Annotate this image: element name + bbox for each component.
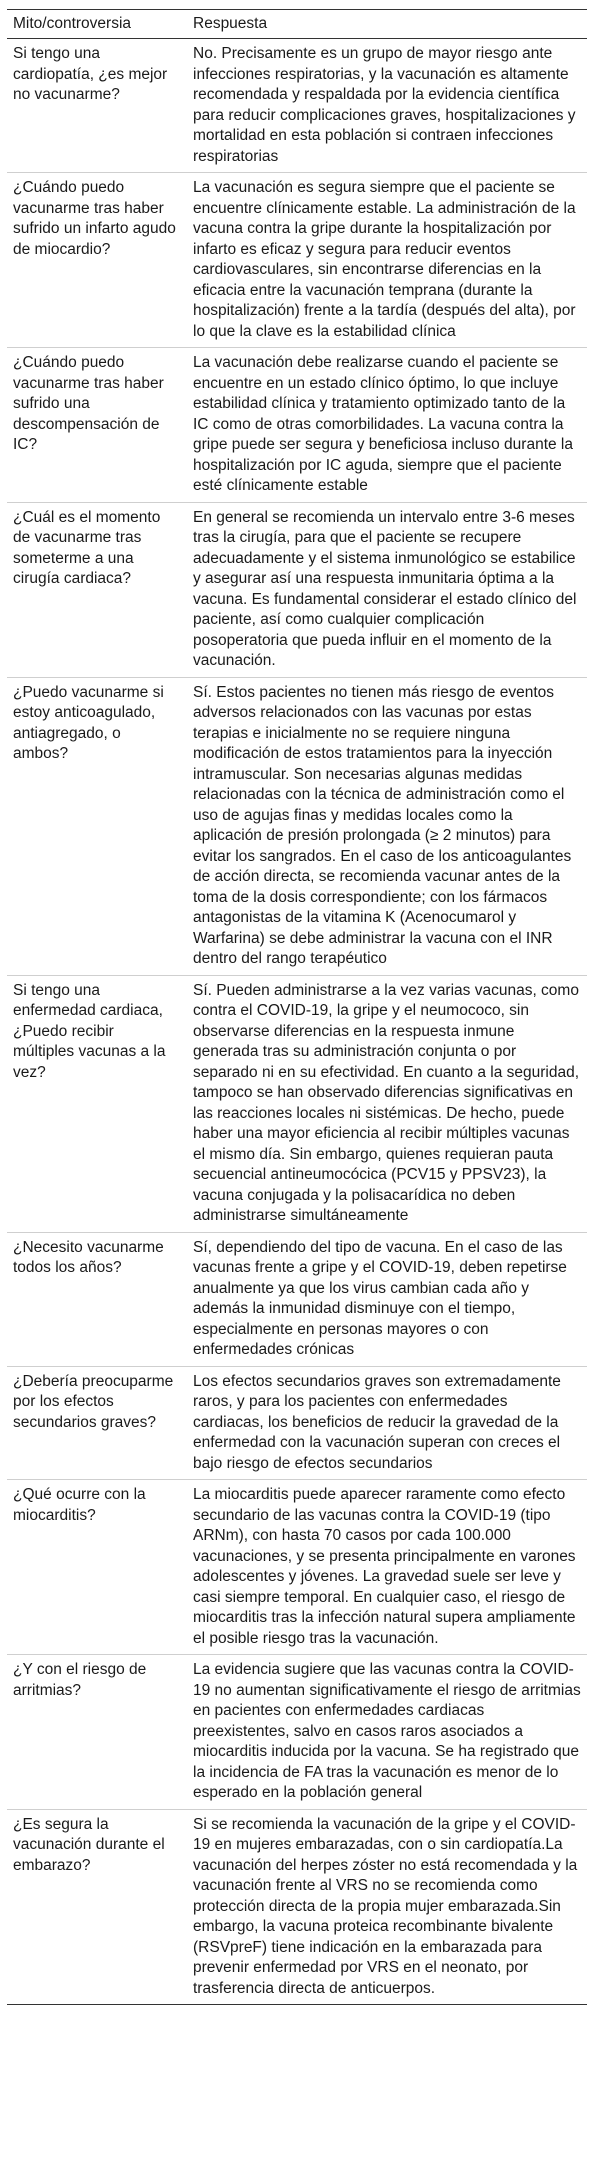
row-question: ¿Qué ocurre con la miocarditis? bbox=[13, 1486, 146, 1524]
row-question: ¿Cuál es el momento de vacunarme tras someterme a una cirugía cardiaca? bbox=[13, 508, 161, 587]
table-row bbox=[7, 1655, 587, 1810]
myths-table-container bbox=[7, 9, 587, 2005]
myths-table bbox=[7, 9, 587, 2005]
row-answer: Los efectos secundarios graves son extremadamente raros, y para los pacientes con enfermedades cardiacas, los beneficios de reducir la gravedad de la enfermedad con la vacunación superan con creces el bajo riesgo de efectos secundarios bbox=[193, 1372, 561, 1472]
row-question: ¿Cuándo puedo vacunarme tras haber sufrido una descompensación de IC? bbox=[13, 354, 164, 453]
row-question: ¿Cuándo puedo vacunarme tras haber sufrido un infarto agudo de miocardio? bbox=[13, 179, 176, 258]
table-row bbox=[7, 502, 587, 677]
header-row bbox=[7, 10, 587, 39]
table-row bbox=[7, 1809, 587, 2005]
row-question: Si tengo una cardiopatía, ¿es mejor no vacunarme? bbox=[13, 45, 168, 103]
row-answer: La vacunación es segura siempre que el paciente se encuentre clínicamente estable. La administración de la vacuna contra la gripe durante la hospitalización por infarto es eficaz y segura para reducir eventos cardiovasculares, sin encontrarse diferencias en la eficacia entre la vacunación temprana (durante la hospitalización) frente a la tardía (después del alta), por lo que la clave es la estabilidad clínica bbox=[193, 179, 576, 340]
row-question: ¿Es segura la vacunación durante el embarazo? bbox=[13, 1815, 165, 1874]
row-question: ¿Debería preocuparme por los efectos secundarios graves? bbox=[13, 1372, 174, 1431]
row-question: ¿Puedo vacunarme si estoy anticoagulado, antiagregado, o ambos? bbox=[13, 683, 164, 762]
row-answer: Sí. Estos pacientes no tienen más riesgo de eventos adversos relacionados con las vacunas por estas terapias e inicialmente no se requiere ninguna modificación de estos tratamientos para la inyección intramuscular. Son necesarias algunas medidas relacionadas con la técnica de administración como el uso de agujas finas y medidas locales como la aplicación de presión prolongada (≥ 2 minutos) para evitar los sangrados. En el caso de los anticoagulantes de acción directa, se recomienda vacunar antes de la toma de la dosis correspondiente; con los fármacos antagonistas de la vitamina K (Acenocumarol y Warfarina) se debe administrar la vacuna con el INR dentro del rango terapéutico bbox=[193, 683, 572, 967]
table-row bbox=[7, 1232, 587, 1366]
table-row bbox=[7, 348, 587, 503]
table-header bbox=[7, 10, 587, 39]
row-answer: Sí. Pueden administrarse a la vez varias vacunas, como contra el COVID-19, la gripe y el neumococo, sin observarse diferencias en la respuesta inmune generada tras su administración conjunta o por separado ni en su efectividad. En cuanto a la seguridad, tampoco se han observado diferencias significativas en las reacciones locales ni sistémicas. De hecho, puede haber una mayor eficiencia al recibir múltiples vacunas el mismo día. Sin embargo, quienes requieran pauta secuencial antineumocócica (PCV15 y PPSV23), la vacuna conjugada y la polisacarídica no deben administrarse simultáneamente bbox=[193, 981, 580, 1224]
table-row bbox=[7, 1480, 587, 1655]
header-answer: Respuesta bbox=[193, 15, 268, 32]
row-answer: Sí, dependiendo del tipo de vacuna. En el caso de las vacunas frente a gripe y el COVID-19, deben repetirse anualmente ya que los virus cambian cada año y además la inmunidad disminuye con el tiempo, especialmente en personas mayores o con enfermedades crónicas bbox=[193, 1238, 567, 1358]
row-question: ¿Necesito vacunarme todos los años? bbox=[13, 1238, 164, 1276]
row-question: ¿Y con el riesgo de arritmias? bbox=[13, 1661, 147, 1699]
row-answer: La vacunación debe realizarse cuando el paciente se encuentre en un estado clínico óptimo, lo que incluye estabilidad clínica y tratamiento optimizado tanto de la IC como de otras comorbilidades. La vacuna contra la gripe puede ser segura y beneficiosa incluso durante la hospitalización por IC aguda, siempre que el paciente esté clínicamente estable bbox=[193, 354, 573, 494]
row-answer: La evidencia sugiere que las vacunas contra la COVID-19 no aumentan significativamente el riesgo de arritmias en pacientes con enfermedades cardiacas preexistentes, salvo en casos raros asociados a miocarditis inducida por la vacuna. Se ha registrado que la incidencia de FA tras la vacunación es menor de lo esperado en la población general bbox=[193, 1661, 581, 1801]
row-answer: No. Precisamente es un grupo de mayor riesgo ante infecciones respiratorias, y la vacunación es altamente recomendada y respaldada por la evidencia científica para reducir complicaciones graves, hospitalizaciones y mortalidad en esta población si contraen infecciones respiratorias bbox=[193, 45, 576, 165]
table-row bbox=[7, 39, 587, 173]
row-question: Si tengo una enfermedad cardiaca, ¿Puedo recibir múltiples vacunas a la vez? bbox=[13, 981, 166, 1081]
table-row bbox=[7, 677, 587, 975]
table-row bbox=[7, 173, 587, 348]
row-answer: Si se recomienda la vacunación de la gripe y el COVID-19 en mujeres embarazadas, con o sin cardiopatía.La vacunación del herpes zóster no está recomendada y la vacunación frente al VRS no se recomienda como protección directa de la propia mujer embarazada.Sin embargo, la vacuna proteica recombinante bivalente (RSVpreF) tiene indicación en la embarazada para prevenir enfermedad por VRS en el neonato, por trasferencia directa de anticuerpos. bbox=[193, 1815, 578, 1997]
table-row bbox=[7, 1366, 587, 1480]
row-answer: En general se recomienda un intervalo entre 3-6 meses tras la cirugía, para que el paciente se recupere adecuadamente y el sistema inmunológico se estabilice y asegurar así una respuesta inmunitaria óptima a la vacuna. Es fundamental considerar el estado clínico del paciente, así como cualquier complicación posoperatoria que pueda influir en el momento de la vacunación. bbox=[193, 508, 577, 669]
header-myth: Mito/controversia bbox=[13, 15, 132, 32]
table-row bbox=[7, 975, 587, 1232]
table-body bbox=[7, 39, 587, 2005]
row-answer: La miocarditis puede aparecer raramente como efecto secundario de las vacunas contra la COVID-19 (tipo ARNm), con hasta 70 casos por cada 100.000 vacunaciones, y se presenta principalmente en varones adolescentes y jóvenes. La gravedad suele ser leve y casi siempre temporal. En cualquier caso, el riesgo de miocarditis tras la infección natural supera ampliamente el posible riesgo tras la vacunación. bbox=[193, 1486, 576, 1647]
